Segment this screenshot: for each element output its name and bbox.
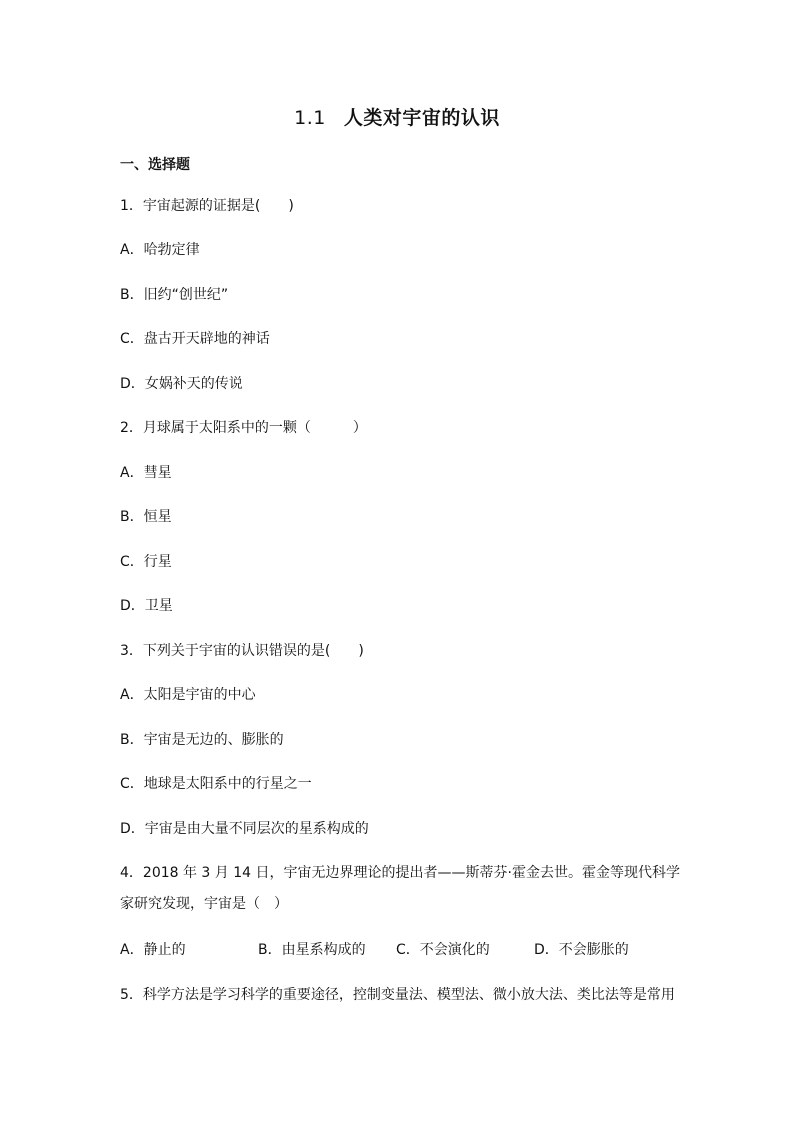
question-2-option-a: A．彗星 xyxy=(120,465,172,481)
section-heading: 一、选择题 xyxy=(120,157,190,173)
question-1-option-d: D．女娲补天的传说 xyxy=(120,376,243,392)
question-3-option-d: D．宇宙是由大量不同层次的星系构成的 xyxy=(120,821,369,837)
question-2-option-d: D．卫星 xyxy=(120,598,173,614)
question-3-option-b: B．宇宙是无边的、膨胀的 xyxy=(120,732,284,748)
question-2-stem: 2．月球属于太阳系中的一颗（ ） xyxy=(120,420,367,436)
question-2-option-b: B．恒星 xyxy=(120,509,172,525)
question-4-option-a: A．静止的 xyxy=(120,942,186,958)
page-title xyxy=(0,103,794,130)
question-4-option-b: B．由星系构成的 xyxy=(258,942,366,958)
question-4-option-d: D．不会膨胀的 xyxy=(534,942,629,958)
question-3-stem: 3．下列关于宇宙的认识错误的是( ) xyxy=(120,643,364,659)
question-1-option-a: A．哈勃定律 xyxy=(120,242,200,258)
question-1-option-c: C．盘古开天辟地的神话 xyxy=(120,331,270,347)
question-1-stem: 1．宇宙起源的证据是( ) xyxy=(120,198,294,214)
question-3-option-a: A．太阳是宇宙的中心 xyxy=(120,687,256,703)
question-1-option-b: B．旧约“创世纪” xyxy=(120,287,229,303)
question-3-option-c: C．地球是太阳系中的行星之一 xyxy=(120,776,312,792)
question-4-options-row xyxy=(120,941,629,959)
question-4-stem-line-2: 家研究发现，宇宙是（ ） xyxy=(120,896,288,912)
question-2-option-c: C．行星 xyxy=(120,554,172,570)
question-4-option-c: C．不会演化的 xyxy=(396,942,490,958)
question-5-stem-line-1: 5．科学方法是学习科学的重要途径，控制变量法、模型法、微小放大法、类比法等是常用 xyxy=(120,987,675,1003)
title-number: 1.1 xyxy=(294,107,326,129)
title-text: 人类对宇宙的认识 xyxy=(343,107,500,129)
question-4-stem-line-1: 4．2018 年 3 月 14 日，宇宙无边界理论的提出者——斯蒂芬·霍金去世。霍金等现代科学 xyxy=(120,865,680,881)
